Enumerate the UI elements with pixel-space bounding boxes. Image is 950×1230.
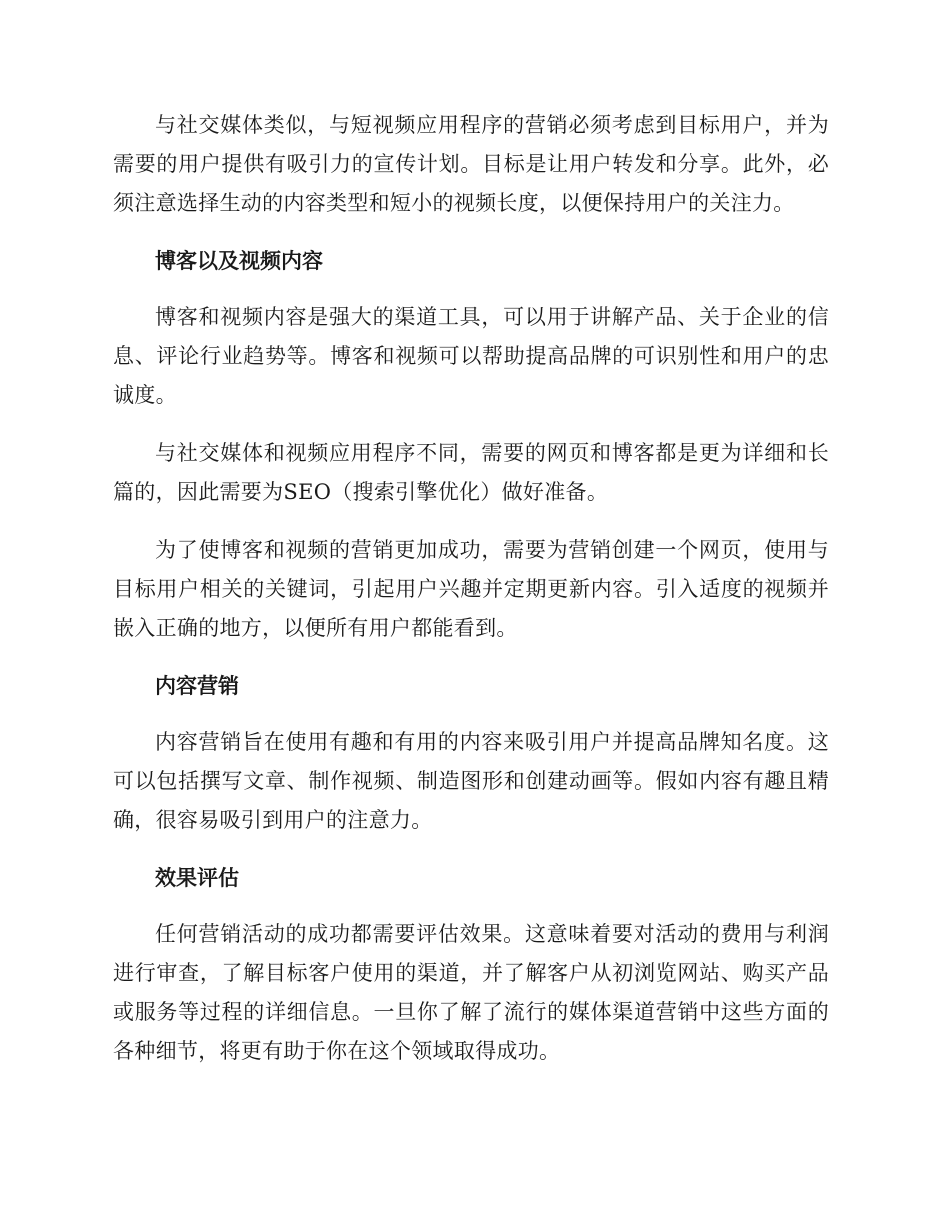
paragraph-seo: 与社交媒体和视频应用程序不同，需要的网页和博客都是更为详细和长篇的，因此需要为SEO（搜索引擎优化）做好准备。 — [113, 441, 829, 504]
heading-effect-evaluation: 效果评估 — [155, 866, 239, 890]
heading-blog-and-video: 博客以及视频内容 — [155, 249, 323, 273]
heading-content-marketing: 内容营销 — [155, 674, 239, 698]
paragraph-effect-evaluation: 任何营销活动的成功都需要评估效果。这意味着要对活动的费用与利润进行审查，了解目标客户使用的渠道，并了解客户从初浏览网站、购买产品或服务等过程的详细信息。一旦你了解了流行的媒体渠道营销中这些方面的各种细节，将更有助于你在这个领域取得成功。 — [113, 922, 829, 1063]
paragraph-blog-video-success: 为了使博客和视频的营销更加成功，需要为营销创建一个网页，使用与目标用户相关的关键词，引起用户兴趣并定期更新内容。引入适度的视频并嵌入正确的地方，以便所有用户都能看到。 — [113, 538, 829, 640]
paragraph-blog-video-tools: 博客和视频内容是强大的渠道工具，可以用于讲解产品、关于企业的信息、评论行业趋势等。博客和视频可以帮助提高品牌的可识别性和用户的忠诚度。 — [113, 305, 829, 407]
paragraph-short-video-marketing: 与社交媒体类似，与短视频应用程序的营销必须考虑到目标用户，并为需要的用户提供有吸引力的宣传计划。目标是让用户转发和分享。此外，必须注意选择生动的内容类型和短小的视频长度，以便保持用户的关注力。 — [113, 113, 829, 215]
document-page — [113, 106, 829, 1090]
paragraph-content-marketing: 内容营销旨在使用有趣和有用的内容来吸引用户并提高品牌知名度。这可以包括撰写文章、制作视频、制造图形和创建动画等。假如内容有趣且精确，很容易吸引到用户的注意力。 — [113, 730, 829, 832]
